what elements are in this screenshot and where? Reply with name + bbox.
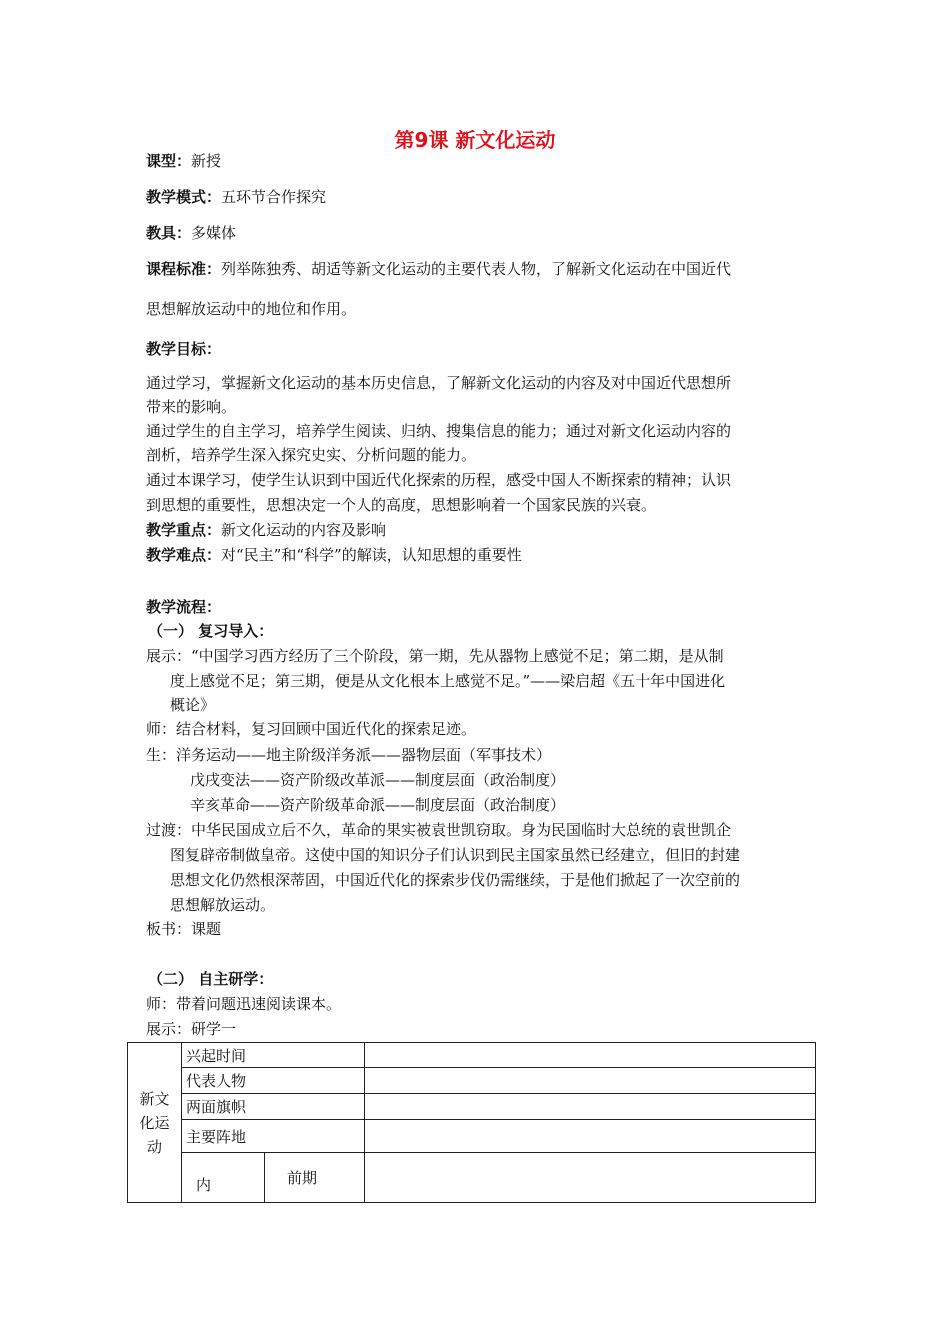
table-answer-cell[interactable] <box>365 1120 816 1153</box>
goal-line: 到思想的重要性，思想决定一个人的高度，思想影响着一个国家民族的兴衰。 <box>146 496 657 514</box>
flow-line: 思想解放运动。 <box>170 896 276 914</box>
key-point-line <box>146 519 386 541</box>
teaching-tools-value: 多媒体 <box>191 224 237 242</box>
flow-line: 过渡：中华民国成立后不久，革命的果实被袁世凯窃取。身为民国临时大总统的袁世凯企 <box>146 821 732 839</box>
teaching-mode-value: 五环节合作探究 <box>221 188 327 206</box>
curriculum-standard-line-2: 思想解放运动中的地位和作用。 <box>146 300 357 318</box>
key-point-label: 教学重点： <box>146 521 222 539</box>
table-answer-cell[interactable] <box>365 1068 816 1094</box>
table-row <box>128 1068 816 1094</box>
flow-line: 师：结合材料，复习回顾中国近代化的探索足迹。 <box>146 720 477 738</box>
lesson-title: 第9课 新文化运动 <box>394 128 556 152</box>
curriculum-standard-label: 课程标准 <box>146 260 207 278</box>
table-answer-cell[interactable] <box>365 1094 816 1120</box>
teaching-tools-line: 教具：多媒体 <box>146 224 237 242</box>
table-row <box>128 1120 816 1153</box>
curriculum-standard-text: 列举陈独秀、胡适等新文化运动的主要代表人物，了解新文化运动在中国近代 <box>221 260 732 278</box>
curriculum-standard-line-1: 课程标准：列举陈独秀、胡适等新文化运动的主要代表人物，了解新文化运动在中国近代 <box>146 260 732 278</box>
difficulty-value: 对“民主”和“科学”的解读，认知思想的重要性 <box>221 546 522 564</box>
flow-line: 概论》 <box>170 696 216 714</box>
flow-line: 师：带着问题迅速阅读课本。 <box>146 995 342 1013</box>
flow-line: 度上感觉不足；第三期，便是从文化根本上感觉不足。”——梁启超《五十年中国进化 <box>170 672 726 690</box>
flow-line: 图复辟帝制做皇帝。这使中国的知识分子们认识到民主国家虽然已经建立，但旧的封建 <box>170 846 741 864</box>
table-answer-cell[interactable] <box>365 1043 816 1068</box>
teaching-mode-label: 教学模式 <box>146 188 207 206</box>
goal-line: 带来的影响。 <box>146 398 237 416</box>
table-row-label: 兴起时间 <box>182 1043 365 1068</box>
flow-line: 生：洋务运动——地主阶级洋务派——器物层面（军事技术） <box>146 746 552 764</box>
table-row-label: 代表人物 <box>182 1068 365 1094</box>
table-row <box>128 1153 816 1203</box>
teaching-flow-heading: 教学流程： <box>146 598 222 616</box>
table-row-label: 两面旗帜 <box>182 1094 365 1120</box>
table-period-label: 前期 <box>265 1153 365 1203</box>
teaching-tools-label: 教具 <box>146 224 177 242</box>
key-point-value: 新文化运动的内容及影响 <box>221 521 387 539</box>
teaching-mode-line: 教学模式：五环节合作探究 <box>146 188 327 206</box>
table-left-header: 新文化运动 <box>128 1043 182 1203</box>
flow-line: 展示：“中国学习西方经历了三个阶段，第一期，先从器物上感觉不足；第二期，是从制 <box>146 647 724 665</box>
table-row-label: 主要阵地 <box>182 1120 365 1153</box>
goal-line: 通过学生的自主学习，培养学生阅读、归纳、搜集信息的能力；通过对新文化运动内容的 <box>146 422 732 440</box>
flow-line: 展示：研学一 <box>146 1020 237 1038</box>
flow-line: 辛亥革命——资产阶级革命派——制度层面（政治制度） <box>190 796 566 814</box>
flow-line: 板书：课题 <box>146 920 222 938</box>
study-table <box>127 1042 816 1203</box>
teaching-goals-heading: 教学目标： <box>146 340 222 358</box>
flow-line: 思想文化仍然根深蒂固，中国近代化的探索步伐仍需继续，于是他们掀起了一次空前的 <box>170 871 741 889</box>
goal-line: 剖析，培养学生深入探究史实、分析问题的能力。 <box>146 446 477 464</box>
course-type-value: 新授 <box>191 152 222 170</box>
goal-line: 通过本课学习，使学生认识到中国近代化探索的历程，感受中国人不断探索的精神；认识 <box>146 471 732 489</box>
difficulty-label: 教学难点： <box>146 546 222 564</box>
table-row <box>128 1043 816 1068</box>
goal-line: 通过学习，掌握新文化运动的基本历史信息，了解新文化运动的内容及对中国近代思想所 <box>146 374 732 392</box>
section-self-study-title: （二） 自主研学： <box>148 970 274 988</box>
flow-line: 戊戌变法——资产阶级改革派——制度层面（政治制度） <box>190 771 566 789</box>
table-row <box>128 1094 816 1120</box>
course-type-label: 课型 <box>146 152 177 170</box>
table-answer-cell[interactable] <box>365 1153 816 1203</box>
section-review-title: （一） 复习导入： <box>148 622 274 640</box>
course-type-line: 课型：新授 <box>146 152 222 170</box>
difficulty-line <box>146 544 522 566</box>
table-content-label: 内 <box>182 1153 265 1203</box>
